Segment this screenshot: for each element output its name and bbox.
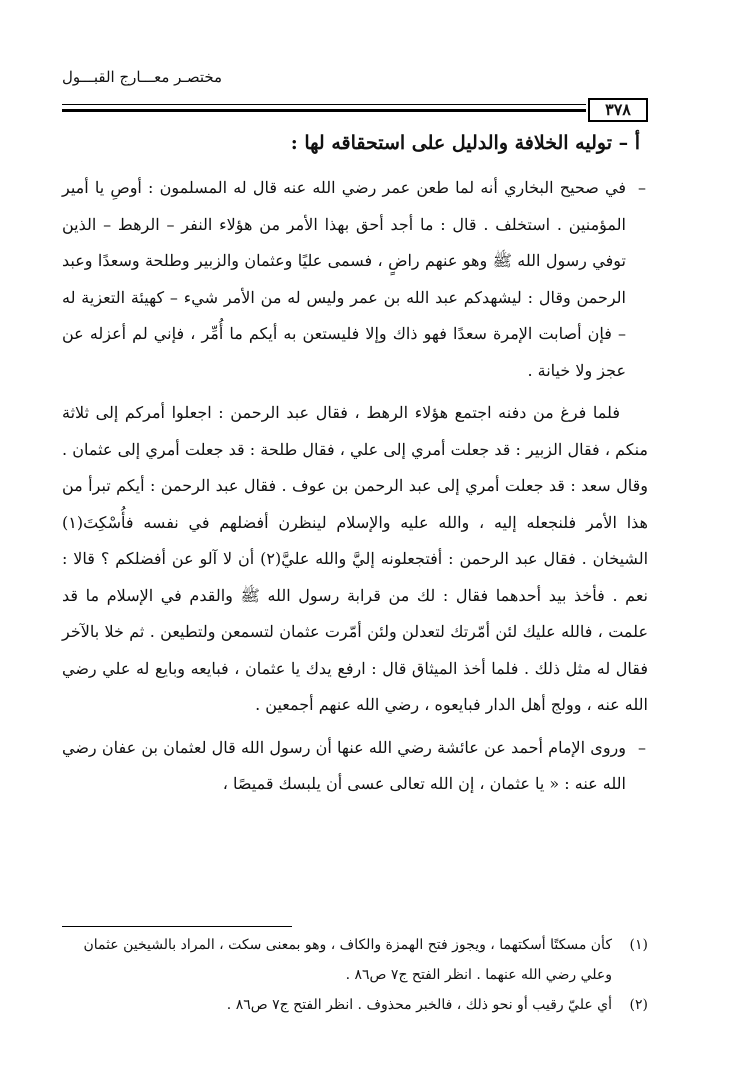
running-header: [62, 68, 648, 119]
section-heading: أ – توليه الخلافة والدليل على استحقاقه لها :: [290, 132, 640, 154]
page-number: ٣٧٨: [588, 98, 648, 122]
footnote-2: [62, 990, 648, 1020]
footnote-text: كأن مسكتًا أسكتهما ، ويجوز فتح الهمزة والكاف ، وهو بمعنى سكت ، المراد بالشيخين عثمان وعلي رضي الله عنهما . انظر الفتح ج٧ ص٨٦ .: [83, 937, 612, 983]
bullet-dash: –: [638, 178, 646, 197]
bullet-dash: –: [638, 737, 646, 757]
footnotes: [62, 930, 648, 1020]
footnote-1: [62, 930, 648, 990]
paragraph-ahmad: [62, 730, 648, 803]
header-rule-thick: [62, 109, 586, 112]
book-page: [62, 58, 648, 1058]
paragraph-shura: [62, 395, 648, 724]
paragraph-bukhari: [62, 170, 648, 389]
footnote-separator: [62, 926, 292, 927]
header-rule-thin: [62, 104, 586, 105]
paragraph-text: وروى الإمام أحمد عن عائشة رضي الله عنها أن رسول الله قال لعثمان بن عفان رضي الله عنه : « يا عثمان ، إن الله تعالى عسى أن يلبسك قميصًا ،: [62, 737, 626, 793]
paragraph-text: في صحيح البخاري أنه لما طعن عمر رضي الله عنه قال له المسلمون : أوصِ يا أمير المؤمنين . استخلف . قال : ما أجد أحق بهذا الأمر من هؤلاء النفر – الرهط – الذين توفي رسول الله ﷺ وهو عنهم راضٍ ، فسمى عليًا وعثمان والزبير وطلحة وسعدًا وعبد الرحمن وقال : ليشهدكم عبد الله بن عمر وليس له من الأمر شيء – كهيئة التعزية له – فإن أصابت الإمرة سعدًا فهو ذاك وإلا فليستعن به أيكم ما أُمِّر ، فإني لم أعزله عن عجز ولا خيانة .: [62, 178, 627, 380]
footnote-number: (١): [629, 937, 648, 953]
footnote-number: (٢): [629, 997, 648, 1013]
footnote-text: أي عليّ رقيب أو نحو ذلك ، فالخبر محذوف . انظر الفتح ج٧ ص٨٦ .: [226, 997, 612, 1013]
running-title: مختصـر معـــارج القبـــول: [62, 68, 223, 86]
body-text: [62, 170, 648, 809]
paragraph-text: فلما فرغ من دفنه اجتمع هؤلاء الرهط ، فقال عبد الرحمن : اجعلوا أمركم إلى ثلاثة منكم ، فقال الزبير : قد جعلت أمري إلى علي ، فقال طلحة : قد جعلت أمري إلى عثمان . وقال سعد : قد جعلت أمري إلى عبد الرحمن بن عوف . فقال عبد الرحمن : أيكم تبرأ من هذا الأمر فلنجعله إليه ، والله عليه والإسلام لينظرن أفضلهم في نفسه فأُسْكِتَ(١) الشيخان . فقال عبد الرحمن : أفتجعلونه إليَّ والله عليَّ(٢) أن لا آلو عن أفضلكم ؟ قالا : نعم . فأخذ بيد أحدهما فقال : لك من قرابة رسول الله ﷺ والقدم في الإسلام ما قد علمت ، فالله عليك لئن أمّرتك لتعدلن ولئن أمّرت عثمان لتسمعن ولتطيعن . ثم خلا بالآخر فقال له مثل ذلك . فلما أخذ الميثاق قال : ارفع يدك يا عثمان ، فبايعه وبايع له علي رضي الله عنه ، وولج أهل الدار فبايعوه ، رضي الله عنهم أجمعين .: [62, 403, 649, 714]
